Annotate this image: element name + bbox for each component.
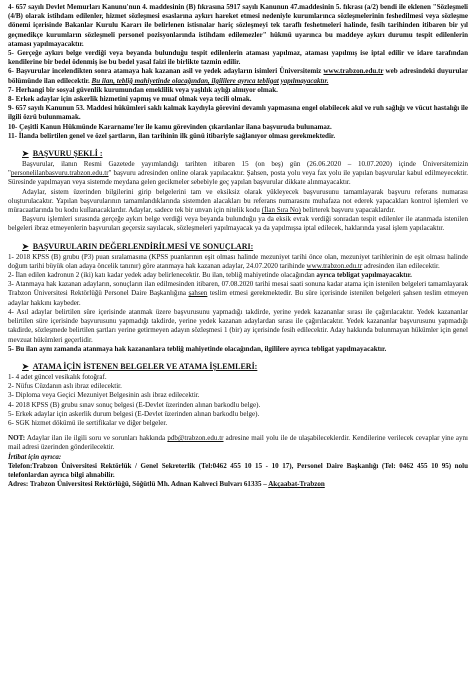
condition-5: 5- Gerçeğe aykırı belge verdiği veya beyanda bulunduğu tespit edilenlerin ataması yapılmaz, ataması yapılmış ise iptal edilir ve idare tarafından kendilerine bir bedel ödenmiş ise bu bedel yasal faizi ile birlikte tazmin edilir.	[8, 49, 468, 67]
contact-address: Adres: Trabzon Üniversitesi Rektörlüğü, Söğütlü Mh. Adnan Kahveci Bulvarı 61335 – Akçaabat-Trabzon	[8, 480, 325, 489]
document-item: 6- SGK hizmet dökümü ile sertifikalar ve diğer belgeler.	[8, 418, 168, 427]
arrow-bullet-icon: ➤	[22, 241, 29, 251]
arrow-bullet-icon: ➤	[22, 361, 29, 371]
document-item: 4- 2018 KPSS (B) grubu sınav sonuç belgesi (E-Devlet üzerinden alınan barkodlu belge).	[8, 400, 261, 409]
results-website-link[interactable]: www.trabzon.edu.tr	[306, 261, 363, 270]
contact-email-link[interactable]: pdb@trabzon.edu.tr	[167, 434, 224, 443]
evaluation-item-3: 3- Atanmaya hak kazanan adayların, sonuçların ilan edilmesinden itibaren, 07.08.2020 tarihi mesai saati sonuna kadar atama için istenilen belgeleri tamamlayarak Trabzon Üniversitesi Rektörlüğü Personel Daire Başkanlığına şahsen teslim etmesi gerekmektedir. Bu süre içerisinde istenilen belgeleri şahsen teslim etmeyen adaylar hakkını kaybeder.	[8, 280, 468, 307]
condition-4: 4- 657 sayılı Devlet Memurları Kanunu'nun 4. maddesinin (B) fıkrasına 5917 sayılı Kanunun 47.maddesinin 5. fıkrası (a/2) bendi ile eklenen "Sözleşmeli (4/B) olarak istihdam edilenler, hizmet sözleşmesi esaslarına aykırı hareket etmesi nedeniyle kurumlarınca sözleşmelerinin feshedilmesi veya sözleşme dönemi içerisinde Bakanlar Kurulu Kararı ile belirlenen istisnalar hariç sözleşmeyi tek taraflı feshetmeleri halinde, fesih tarihinden itibaren bir yıl geçmedikçe kurumların sözleşmeli personel pozisyonlarında istihdam edilemezler" hükmü uyarınca bu maddeye aykırı durumu tespit edilenlerin ataması yapılmayacaktır.	[8, 3, 468, 48]
section-heading-application: ➤ BAŞVURU ŞEKLİ :	[22, 149, 103, 159]
document-item: 5- Erkek adaylar için askerlik durum belgesi (E-Devlet üzerinden alınan barkodlu belge).	[8, 409, 260, 418]
university-website-link[interactable]: www.trabzon.edu.tr	[323, 67, 384, 76]
application-paragraph-2: Adaylar, sistem üzerinden bilgilerini girip belgelerini tam ve eksiksiz olarak yükleyecek başvurusunu tamamlayarak başvuru referans numarası oluşturulacaktır. Yapılan başvurularının tamamlandıklarında sistemden alacakları bu referans numarasını muhafaza not ederek yapacakları kontrol işlemleri ve müracaatlarında bu kodu kullanacaklardır. Adaylar, sadece tek bir unvan için nitelik kodu (İlan Sıra No) belirterek başvuru yapacaklardır.	[8, 187, 468, 215]
application-paragraph-1: Başvurular, ilanın Resmi Gazetede yayımlandığı tarihten itibaren 15 (on beş) gün (26.06.2020 – 10.07.2020) içinde Üniversitemizin "personelilanbasvuru.trabzon.edu.tr" başvuru adresinden online olarak yapılacaktır. Şahsen, posta yolu veya fax yolu ile yapılan başvurular kabul edilmeyecektir. Süresinde yapılmayan veya sistemde meydana gelen gecikmeler sebebiyle geç yapılan başvurular dikkate alınmayacaktır.	[8, 160, 468, 187]
document-item: 2- Nüfus Cüzdanın aslı ibraz edilecektir.	[8, 382, 122, 391]
contact-phone: Telefon:Trabzon Üniversitesi Rektörlük / Genel Sekreterlik (Tel:0462 455 10 15 - 10 17), Personel Daire Başkanlığı (Tel: 0462 455 10 95) nolu telefonlardan ayrıca bilgi alınabilir.	[8, 461, 468, 479]
condition-10: 10- Çeşitli Kanun Hükmünde Kararname'ler ile kamu görevinden çıkarılanlar ilana başvuruda bulunamaz.	[8, 122, 332, 131]
application-paragraph-3: Başvuru işlemleri sırasında gerçeğe aykırı belge verdiği veya beyanda bulunduğu ya da eksik evrak verdiği sonradan tespit edilenler ile atanmada istenilen belgeleri ibraz etmeyenlerin başvuruları geçersiz sayılacak, sözleşmeleri yapılmayacak ya da yapılmışsa iptal edilecek, haklarında yasal işlem yapılacaktır.	[8, 215, 468, 233]
contact-note: NOT: Adaylar ilan ile ilgili soru ve sorunları hakkında pdb@trabzon.edu.tr adresine mail yolu ile de ulaşabileceklerdir. Kendilerine verilecek cevaplar yine aynı mail adresi üzerinden gönderilecektir.	[8, 434, 468, 452]
condition-6: 6- Başvurular incelendikten sonra atamaya hak kazanan asil ve yedek adayların isimleri Üniversitemiz www.trabzon.edu.tr web adresindeki duyurular bölümünde ilan edilecektir. Bu ilan, tebliğ mahiyetinde olacağından, ilgililere ayrıca tebligat yapılmayacaktır.	[8, 67, 468, 85]
notification-note: Bu ilan, tebliğ mahiyetinde olacağından, ilgililere ayrıca tebligat yapılmayacaktır.	[91, 76, 329, 85]
evaluation-item-2: 2- İlan edilen kadronun 2 (iki) katı kadar yedek aday belirlenecektir. Bu ilan, tebliğ mahiyetinde olacağından ayrıca tebligat yapılmayacaktır.	[8, 271, 412, 280]
condition-7: 7- Herhangi bir sosyal güvenlik kurumundan emeklilik veya yaşlılık aylığı almıyor olmak.	[8, 85, 278, 94]
evaluation-item-4: 4- Asıl adaylar belirtilen süre içerisinde atanmak üzere başvurusunu yapmadığı takdirde, yerine yedek kazananlar sırası ile çağırılacaktır. Yedek kazananlar belirtilen süre içerisinde başvurusunu yapmadığı takdirde, yerine yedek kazanan adaylardan sırası ile çağırılacaktır. Yedek kazananlar başvurusunu yapmadığı takdirde, sözleşmede belirtilen şartları yerine getirmeyen adayın sözleşmesi 1 (bir) ay içerisinde fesih edilecektir. Aday hakkında bulunmayan hükümler için genel mevzuat hükümleri geçerlidir.	[8, 307, 468, 344]
contact-heading: İrtibat için ayrıca:	[8, 452, 62, 461]
condition-11: 11- İlanda belirtilen genel ve özel şartların, ilan tarihinin ilk günü itibariyle sağlanıyor olması gerekmektedir.	[8, 131, 336, 140]
condition-9: 9- 657 sayılı Kanunun 53. Maddesi hükümleri saklı kalmak kaydıyla görevini devamlı yapmasına engel olabilecek akıl ve ruh sağlığı ve vücut hastalığı ile ilgili özrü bulunmamak.	[8, 104, 468, 122]
evaluation-item-1: 1- 2018 KPSS (B) grubu (P3) puan sıralamasına (KPSS puanlarının eşit olması halinde mezuniyet tarihi önce olan, mezuniyet tarihlerinin de eşit olması halinde doğum tarihi büyük olan adaya öncelik tanınır) göre atanmaya hak kazanan adaylar, 24.07.2020 tarihinde www.trabzon.edu.tr adresinden ilan edilecektir.	[8, 252, 468, 270]
document-item: 3- Diploma veya Geçici Mezuniyet Belgesinin aslı ibraz edilecektir.	[8, 391, 200, 400]
in-person-emphasis: şahsen	[188, 289, 208, 298]
section-heading-evaluation: ➤ BAŞVURULARIN DEĞERLENDİRİLMESİ VE SONUÇLARI:	[22, 241, 254, 251]
section-heading-documents: ➤ ATAMA İÇİN İSTENEN BELGELER VE ATAMA İŞLEMLERİ:	[22, 361, 258, 371]
position-code-label: (İlan Sıra No)	[261, 206, 301, 215]
application-portal-link[interactable]: personelilanbasvuru.trabzon.edu.tr	[10, 169, 109, 178]
arrow-bullet-icon: ➤	[22, 149, 29, 159]
document-item: 1- 4 adet güncel vesikalık fotoğraf.	[8, 372, 107, 381]
condition-8: 8- Erkek adaylar için askerlik hizmetini yapmış ve muaf olmak veya tecili olmak.	[8, 95, 252, 104]
evaluation-item-5: 5- Bu ilan aynı zamanda atanmaya hak kazananlara tebliğ mahiyetinde olacağından, ilgililere ayrıca tebligat yapılmayacaktır.	[8, 344, 387, 353]
